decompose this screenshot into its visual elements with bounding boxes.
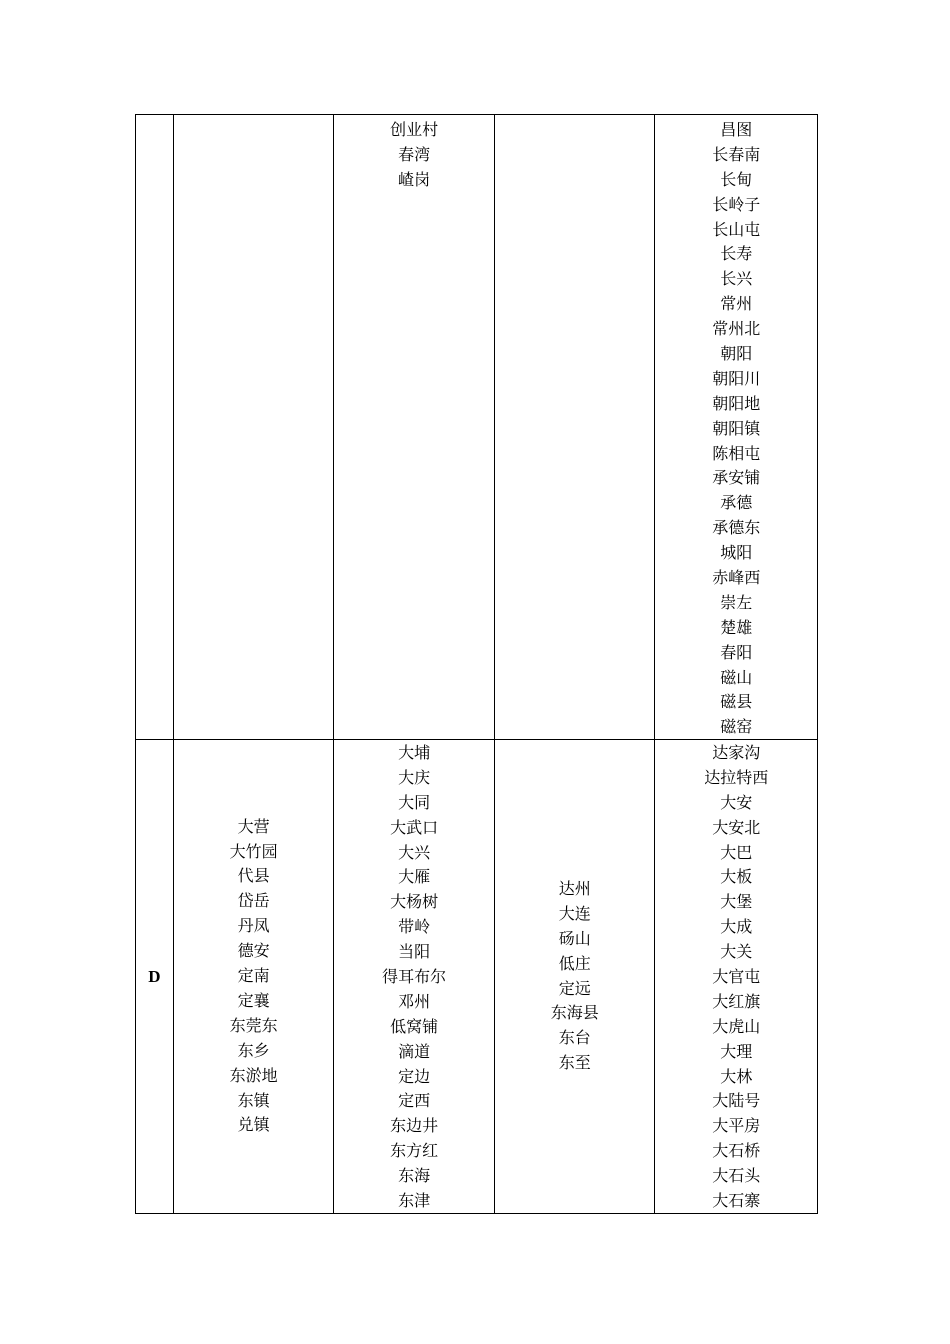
station-name: 兑镇: [237, 1115, 270, 1135]
station-name: 长寿: [720, 244, 753, 264]
station-name: 春阳: [720, 642, 753, 662]
station-name: 长岭子: [712, 194, 761, 214]
station-name: 当阳: [398, 942, 431, 962]
station-name: 东莞东: [229, 1015, 278, 1035]
station-name: 大连: [558, 903, 591, 923]
station-name: 大巴: [720, 842, 753, 862]
station-name: 邓州: [398, 991, 431, 1011]
station-name: 朝阳镇: [712, 418, 761, 438]
station-name: 大官屯: [712, 967, 761, 987]
station-name: 大安: [720, 792, 753, 812]
station-name: 承德: [720, 493, 753, 513]
station-name: 大埔: [398, 743, 431, 762]
station-name: 滴道: [398, 1041, 431, 1061]
station-name: 东淤地: [229, 1065, 278, 1085]
station-name: 大安北: [712, 817, 761, 837]
station-name: 朝阳地: [712, 393, 761, 413]
column-3-cell: [494, 115, 655, 739]
station-name: 长兴: [720, 269, 753, 289]
station-name: 代县: [237, 866, 270, 886]
station-name: 常州北: [712, 319, 761, 339]
table-row: [135, 114, 818, 739]
station-name: 大石桥: [712, 1141, 761, 1161]
station-name: 得耳布尔: [382, 967, 447, 987]
column-4-cell: [654, 740, 817, 1213]
column-1-cell: [173, 740, 334, 1213]
station-name: 磁山: [720, 667, 753, 687]
station-name: 承安铺: [712, 468, 761, 488]
station-name: 大林: [720, 1066, 753, 1086]
letter-cell: [136, 740, 173, 1213]
section-letter: D: [148, 966, 161, 986]
station-name: 磁窑: [720, 717, 753, 737]
station-name: 大堡: [720, 892, 753, 912]
station-name: 定南: [237, 966, 270, 986]
letter-cell: [136, 115, 173, 739]
station-name: 大成: [720, 917, 753, 937]
station-name: 大庆: [398, 767, 431, 787]
station-name: 丹凤: [237, 916, 270, 936]
station-name: 东方红: [390, 1141, 439, 1161]
station-name: 常州: [720, 294, 753, 314]
station-name: 达拉特西: [704, 767, 769, 787]
station-name: 东至: [558, 1053, 591, 1073]
station-name: 大杨树: [390, 892, 439, 912]
column-2-cell: [333, 740, 494, 1213]
station-name: 东乡: [237, 1040, 270, 1060]
station-name: 大理: [720, 1041, 753, 1061]
station-name: 长甸: [720, 169, 753, 189]
station-name: 定襄: [237, 990, 270, 1010]
station-name: 带岭: [398, 917, 431, 937]
station-name: 德安: [237, 941, 270, 961]
station-name: 承德东: [712, 518, 761, 538]
station-name: 大石寨: [712, 1191, 761, 1211]
station-name: 大平房: [712, 1116, 761, 1136]
station-name: 岱岳: [237, 891, 270, 911]
station-name: 东边井: [390, 1116, 439, 1136]
station-name: 崇左: [720, 592, 753, 612]
station-name: 达州: [558, 878, 591, 898]
column-4-cell: [654, 115, 817, 739]
table-row: [135, 739, 818, 1214]
station-name: 达家沟: [712, 743, 761, 762]
station-name: 东镇: [237, 1090, 270, 1110]
station-name: 大竹园: [229, 841, 278, 861]
station-name: 长春南: [712, 144, 761, 164]
station-name: 低窝铺: [390, 1016, 439, 1036]
station-name: 定远: [558, 978, 591, 998]
station-name: 朝阳川: [712, 368, 761, 388]
station-name: 大陆号: [712, 1091, 761, 1111]
column-1-cell: [173, 115, 334, 739]
station-name: 大关: [720, 942, 753, 962]
station-name: 大营: [237, 816, 270, 836]
station-name: 砀山: [558, 928, 591, 948]
station-name: 大红旗: [712, 991, 761, 1011]
station-name: 磁县: [720, 692, 753, 712]
station-table: [135, 114, 818, 1214]
station-name: 东津: [398, 1191, 431, 1211]
station-name: 长山屯: [712, 219, 761, 239]
station-name: 大武口: [390, 817, 439, 837]
station-name: 昌图: [720, 120, 753, 139]
station-name: 东台: [558, 1028, 591, 1048]
station-name: 大雁: [398, 867, 431, 887]
station-name: 大板: [720, 867, 753, 887]
column-2-cell: [333, 115, 494, 739]
station-name: 大兴: [398, 842, 431, 862]
station-name: 创业村: [390, 120, 439, 139]
station-name: 大虎山: [712, 1016, 761, 1036]
column-3-cell: [494, 740, 655, 1213]
station-name: 大同: [398, 792, 431, 812]
station-name: 楚雄: [720, 617, 753, 637]
station-name: 城阳: [720, 543, 753, 563]
station-name: 大石头: [712, 1166, 761, 1186]
station-name: 定西: [398, 1091, 431, 1111]
station-name: 定边: [398, 1066, 431, 1086]
station-name: 陈相屯: [712, 443, 761, 463]
station-name: 嵖岗: [398, 169, 431, 189]
station-name: 春湾: [398, 144, 431, 164]
station-name: 低庄: [558, 953, 591, 973]
station-name: 东海: [398, 1166, 431, 1186]
station-name: 东海县: [550, 1003, 599, 1023]
station-name: 朝阳: [720, 344, 753, 364]
station-name: 赤峰西: [712, 568, 761, 588]
